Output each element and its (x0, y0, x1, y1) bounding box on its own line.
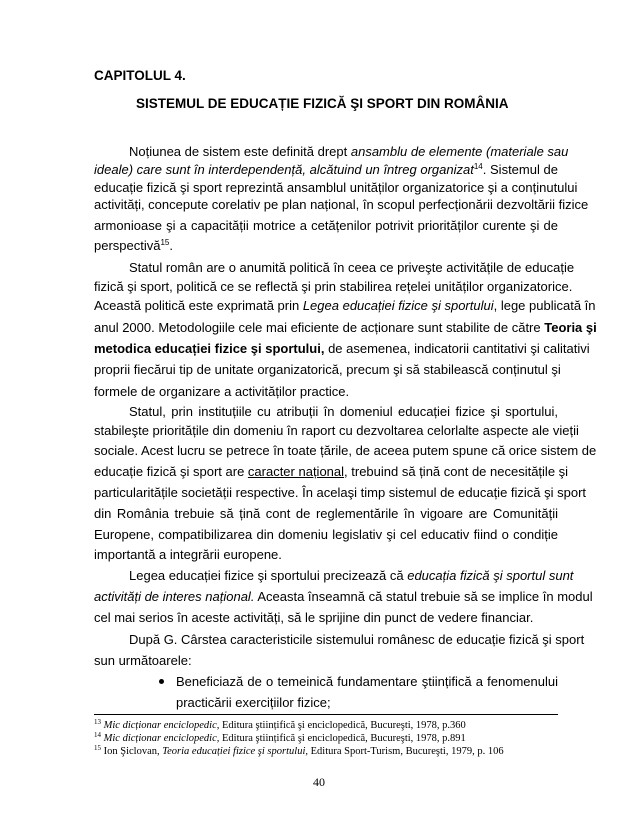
text-run: fizică şi sport, politică ce se reflectă şi prin stabilirea rețelei unităților organizatorice. (94, 279, 573, 294)
text-run: importantă a integrării europene. (94, 547, 282, 562)
text-run: stabileşte prioritățile din domeniu în raport cu dezvoltarea celorlalte aspecte ale vieții (94, 423, 579, 438)
text-run: educație fizică şi sport are (94, 464, 248, 479)
text-line (94, 610, 558, 625)
text-run: ansamblu de elemente (materiale sau (350, 144, 569, 159)
text-line (94, 423, 579, 438)
text-run: anul 2000. Metodologiile cele mai eficiente de acționare sunt stabilite de către (94, 320, 545, 335)
text-line (129, 260, 575, 275)
footnote (94, 746, 564, 758)
text-line (94, 279, 573, 294)
footnote-marker: 14 (473, 162, 483, 171)
text-line (94, 320, 597, 335)
text-line (129, 144, 569, 159)
text-line (94, 589, 593, 604)
text-run: . (169, 238, 174, 253)
footnote-marker: 15 (94, 744, 101, 752)
text-line (129, 404, 558, 419)
list-item-line (176, 674, 558, 689)
text-line (129, 632, 585, 647)
text-run: Legea educației fizice şi sportului precizează că (129, 568, 408, 583)
text-run: practicării exercițiilor fizice; (176, 695, 331, 710)
text-run: perspectivă (94, 238, 161, 253)
text-line (94, 197, 589, 212)
text-line (94, 218, 558, 233)
text-run: Mic dicționar enciclopedic, (103, 720, 220, 731)
text-line (94, 485, 587, 500)
text-run: Teoria şi (544, 320, 597, 335)
text-run: Editura ştiințifică şi enciclopedică, Bucureşti, 1978, p.891 (219, 733, 466, 744)
text-line (94, 362, 561, 377)
text-run: Mic dicționar enciclopedic, (103, 733, 220, 744)
list-item-line (176, 695, 558, 710)
text-run: Editura ştiințifică şi enciclopedică, Bucureşti, 1978, p.360 (219, 720, 466, 731)
text-run: din România trebuie să țină cont de reglementările în vigoare are Comunității (94, 506, 558, 521)
text-line (94, 384, 558, 399)
footnote-marker: 14 (94, 731, 101, 739)
text-run: . Sistemul de (482, 162, 558, 177)
text-run: proprii fiecărui tip de unitate organizatorică, precum şi să stabilească conținutul şi (94, 362, 561, 377)
text-run: Legea educației fizice şi sportului (302, 298, 494, 313)
text-line (94, 162, 558, 177)
text-run: cel mai serios în aceste activități, să le sprijine din punct de vedere financiar. (94, 610, 534, 625)
text-run: activități, concepute corelativ pe plan național, în scopul perfecționării dezvoltării fizice (94, 197, 589, 212)
text-line (94, 238, 558, 253)
text-line (94, 527, 558, 542)
text-run: ideale) care sunt în interdependență, alcătuind un întreg organizat (94, 162, 474, 177)
text-run: caracter național (247, 464, 345, 479)
text-line (94, 443, 597, 458)
text-run: Teoria educației fizice şi sportului, (162, 746, 308, 757)
text-line (94, 653, 558, 668)
text-line (94, 341, 590, 356)
text-line (129, 568, 574, 583)
text-line (94, 506, 558, 521)
text-run: educația fizică şi sportul sunt (407, 568, 574, 583)
bullet-icon (159, 679, 164, 684)
text-run: particularitățile societății respective. În acelaşi timp sistemul de educație fizică şi sport (94, 485, 587, 500)
footnote-marker: 15 (160, 238, 170, 247)
text-line (94, 464, 569, 479)
footnote (94, 720, 564, 732)
text-run: Aceasta înseamnă că statul trebuie să se implice în modul (254, 589, 593, 604)
text-line (94, 180, 578, 195)
text-run: activități de interes național. (94, 589, 255, 604)
text-run: sun următoarele: (94, 653, 192, 668)
text-run: sociale. Acest lucru se petrece în toate țările, de aceea putem spune că orice sistem de (94, 443, 597, 458)
text-run: , trebuind să țină cont de necesitățile şi (344, 464, 569, 479)
footnote-marker: 13 (94, 718, 101, 726)
chapter-heading: CAPITOLUL 4. (94, 68, 186, 83)
text-run: Europene, compatibilizarea din domeniu legislativ şi cel educativ fiind o condiție (94, 527, 558, 542)
text-run: Statul, prin instituțiile cu atribuții în domeniul educației fizice şi sportului, (129, 404, 558, 419)
text-run: Noțiunea de sistem este definită drept (129, 144, 351, 159)
text-run: formele de organizare a activităților practice. (94, 384, 350, 399)
text-line (94, 547, 558, 562)
text-run: , lege publicată în (493, 298, 596, 313)
text-run: armonioase şi a capacității motrice a cetățenilor potrivit priorităților curente şi de (94, 218, 558, 233)
text-run: După G. Cârstea caracteristicile sistemului românesc de educație fizică şi sport (129, 632, 585, 647)
page-number: 40 (313, 775, 325, 789)
text-run: Beneficiază de o temeinică fundamentare ştiințifică a fenomenului (176, 674, 558, 689)
text-run: Editura Sport-Turism, Bucureşti, 1979, p. 106 (307, 746, 504, 757)
text-run: metodica educației fizice şi sportului, (94, 341, 325, 356)
text-run: educație fizică şi sport reprezintă ansamblul unităților organizatorice şi a conținutului (94, 180, 578, 195)
footnote-separator (94, 714, 558, 715)
footnote (94, 733, 564, 745)
text-run: Această politică este exprimată prin (94, 298, 303, 313)
text-line (94, 298, 596, 313)
chapter-title: SISTEMUL DE EDUCAȚIE FIZICĂ ŞI SPORT DIN ROMÂNIA (136, 96, 509, 111)
text-run: de asemenea, indicatorii cantitativi şi calitativi (324, 341, 590, 356)
text-run: Statul român are o anumită politică în ceea ce priveşte activitățile de educație (129, 260, 575, 275)
text-run: Ion Şiclovan, (101, 746, 163, 757)
